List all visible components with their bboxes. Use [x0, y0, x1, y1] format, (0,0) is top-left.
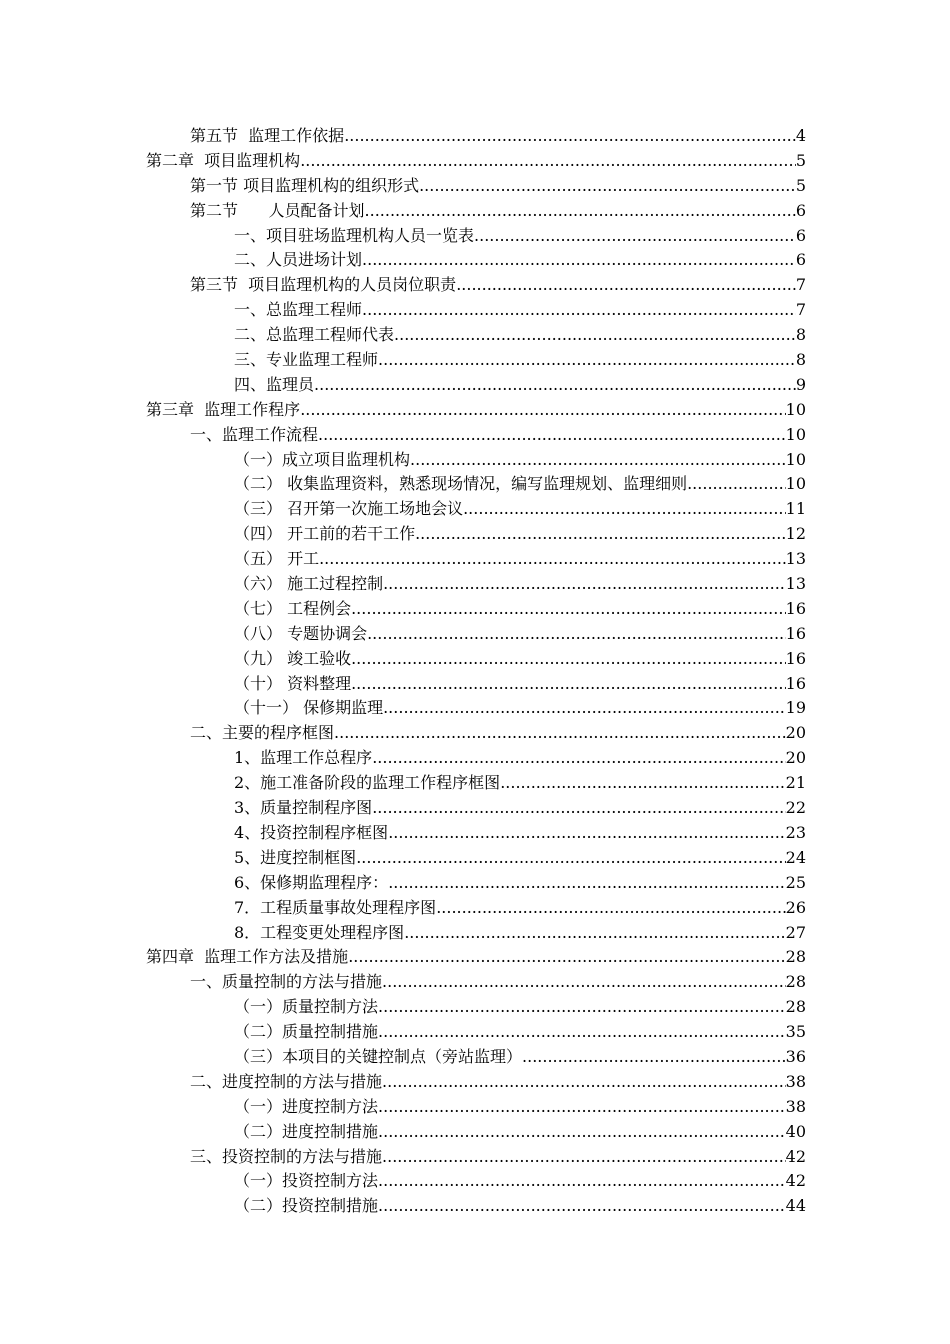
toc-entry-title: 二、人员进场计划	[234, 250, 363, 270]
toc-entry-line	[234, 224, 806, 249]
toc-entry-title: 四、监理员	[234, 374, 315, 394]
toc-entry-line	[234, 448, 806, 473]
toc-entry-title: 第四章 监理工作方法及措施	[146, 947, 349, 967]
toc-page-number: 44	[785, 1196, 806, 1216]
toc-page-number: 23	[785, 822, 806, 842]
toc-entry[interactable]	[0, 672, 950, 697]
toc-entry-title: 一、质量控制的方法与措施	[190, 972, 383, 992]
toc-entry[interactable]	[0, 1045, 950, 1070]
toc-entry[interactable]	[0, 174, 950, 199]
dot-leader	[372, 796, 785, 821]
toc-page-number: 28	[785, 997, 806, 1017]
toc-entry-line	[234, 572, 806, 597]
toc-entry-line	[234, 846, 806, 871]
toc-entry[interactable]	[0, 846, 950, 871]
toc-entry-line	[234, 497, 806, 522]
toc-entry-title: 二、进度控制的方法与措施	[190, 1071, 383, 1091]
dot-leader	[300, 149, 796, 174]
toc-page-number: 13	[785, 549, 806, 569]
toc-page-number: 20	[785, 723, 806, 743]
toc-entry[interactable]	[0, 796, 950, 821]
toc-page-number: 12	[785, 524, 806, 544]
toc-entry-line	[234, 896, 806, 921]
toc-entry[interactable]	[0, 945, 950, 970]
toc-entry-line	[146, 149, 806, 174]
dot-leader	[372, 746, 785, 771]
dot-leader	[383, 696, 786, 721]
table-of-contents	[0, 124, 950, 1219]
toc-entry-line	[234, 298, 806, 323]
toc-entry[interactable]	[0, 472, 950, 497]
toc-entry-line	[234, 1095, 806, 1120]
toc-entry-title: 8．工程变更处理程序图	[234, 922, 405, 942]
toc-page-number: 20	[785, 748, 806, 768]
toc-entry-title: （一）投资控制方法	[234, 1171, 379, 1191]
dot-leader	[463, 497, 786, 522]
toc-entry-line	[234, 1194, 806, 1219]
toc-entry-title: 第五节 监理工作依据	[190, 126, 345, 145]
toc-page-number: 16	[785, 673, 806, 693]
toc-entry[interactable]	[0, 348, 950, 373]
toc-page-number: 19	[785, 698, 806, 718]
dot-leader	[415, 522, 786, 547]
toc-entry-line	[234, 622, 806, 647]
toc-entry[interactable]	[0, 572, 950, 597]
toc-entry-title: （三） 召开第一次施工场地会议	[234, 499, 464, 519]
toc-entry[interactable]	[0, 647, 950, 672]
toc-entry-title: （十） 资料整理	[234, 673, 352, 693]
toc-page-number: 11	[785, 499, 806, 519]
toc-entry-line	[234, 796, 806, 821]
toc-entry-title: 第三节 项目监理机构的人员岗位职责	[190, 275, 457, 295]
toc-entry-line	[190, 199, 806, 224]
dot-leader	[474, 224, 796, 249]
toc-entry[interactable]	[0, 448, 950, 473]
toc-entry-line	[234, 323, 806, 348]
toc-entry-line	[190, 174, 806, 199]
dot-leader	[344, 124, 796, 149]
toc-entry-line	[190, 423, 806, 448]
dot-leader	[378, 995, 786, 1020]
toc-entry-title: 一、项目驻场监理机构人员一览表	[234, 225, 475, 245]
toc-entry[interactable]	[0, 1095, 950, 1120]
dot-leader	[394, 323, 796, 348]
toc-entry[interactable]	[0, 248, 950, 273]
toc-page-number: 38	[785, 1071, 806, 1091]
toc-entry-title: 3、质量控制程序图	[234, 798, 373, 818]
toc-page-number: 8	[795, 350, 806, 370]
toc-page-number: 8	[795, 325, 806, 345]
toc-entry-title: 三、投资控制的方法与措施	[190, 1146, 383, 1166]
dot-leader	[382, 1145, 786, 1170]
toc-entry[interactable]	[0, 771, 950, 796]
dot-leader	[318, 423, 786, 448]
toc-entry[interactable]	[0, 896, 950, 921]
toc-entry-title: 一、总监理工程师	[234, 300, 363, 320]
toc-entry-title: （一）进度控制方法	[234, 1096, 379, 1116]
dot-leader	[378, 1120, 786, 1145]
dot-leader	[436, 896, 785, 921]
dot-leader	[348, 945, 785, 970]
toc-entry[interactable]	[0, 224, 950, 249]
toc-page-number: 10	[785, 424, 806, 444]
toc-page-number: 16	[785, 598, 806, 618]
toc-entry-line	[234, 921, 806, 946]
toc-entry[interactable]	[0, 547, 950, 572]
toc-entry[interactable]	[0, 398, 950, 423]
toc-entry[interactable]	[0, 124, 950, 149]
toc-entry-title: 1、监理工作总程序	[234, 748, 373, 768]
dot-leader	[362, 298, 796, 323]
toc-entry-title: （四） 开工前的若干工作	[234, 524, 416, 544]
toc-page-number: 10	[785, 399, 806, 419]
toc-entry-line	[234, 1169, 806, 1194]
toc-entry-title: 6、保修期监理程序：	[234, 872, 389, 892]
dot-leader	[456, 273, 796, 298]
toc-entry-title: （三）本项目的关键控制点（旁站监理）	[234, 1046, 523, 1066]
toc-entry-title: （二） 收集监理资料，熟悉现场情况，编写监理规划、监理细则	[234, 474, 688, 494]
toc-page-number: 7	[795, 300, 806, 320]
dot-leader	[378, 1194, 786, 1219]
dot-leader	[410, 448, 786, 473]
toc-entry-title: 三、专业监理工程师	[234, 350, 379, 370]
dot-leader	[388, 821, 785, 846]
toc-entry-line	[234, 1120, 806, 1145]
dot-leader	[362, 248, 796, 273]
toc-entry-line	[234, 373, 806, 398]
toc-entry-title: 5、进度控制框图	[234, 847, 357, 867]
toc-entry-title: 第二章 项目监理机构	[146, 150, 301, 170]
toc-page-number: 13	[785, 574, 806, 594]
toc-entry-line	[146, 945, 806, 970]
toc-entry[interactable]	[0, 1120, 950, 1145]
dot-leader	[382, 970, 786, 995]
toc-page-number: 42	[785, 1171, 806, 1191]
toc-entry-title: 第一节 项目监理机构的组织形式	[190, 175, 420, 195]
toc-page-number: 7	[795, 275, 806, 295]
dot-leader	[378, 1020, 786, 1045]
dot-leader	[404, 921, 785, 946]
toc-page-number: 6	[795, 250, 806, 270]
toc-page-number: 38	[785, 1096, 806, 1116]
toc-entry-line	[234, 597, 806, 622]
toc-page-number: 9	[795, 374, 806, 394]
toc-entry-line	[190, 1145, 806, 1170]
dot-leader	[382, 1070, 786, 1095]
toc-entry[interactable]	[0, 1020, 950, 1045]
toc-page-number: 26	[785, 897, 806, 917]
toc-entry-line	[234, 522, 806, 547]
toc-entry-title: 7．工程质量事故处理程序图	[234, 897, 437, 917]
dot-leader	[500, 771, 785, 796]
toc-page-number: 35	[785, 1022, 806, 1042]
toc-page-number: 10	[785, 449, 806, 469]
toc-page-number: 25	[785, 872, 806, 892]
toc-entry-title: （六） 施工过程控制	[234, 574, 384, 594]
toc-entry-line	[234, 995, 806, 1020]
toc-entry-title: （八） 专题协调会	[234, 623, 368, 643]
toc-entry[interactable]	[0, 273, 950, 298]
toc-page-number: 42	[785, 1146, 806, 1166]
toc-entry-line	[190, 721, 806, 746]
toc-entry[interactable]	[0, 373, 950, 398]
toc-entry-line	[234, 696, 806, 721]
toc-entry[interactable]	[0, 1145, 950, 1170]
toc-page-number: 5	[795, 175, 806, 195]
toc-entry-line	[234, 348, 806, 373]
dot-leader	[365, 199, 796, 224]
dot-leader	[419, 174, 796, 199]
dot-leader	[522, 1045, 786, 1070]
dot-leader	[314, 373, 796, 398]
toc-entry-title: 第三章 监理工作程序	[146, 399, 301, 419]
toc-page-number: 5	[795, 150, 806, 170]
toc-page-number: 28	[785, 972, 806, 992]
dot-leader	[319, 547, 786, 572]
toc-entry[interactable]	[0, 721, 950, 746]
toc-entry-title: （一）成立项目监理机构	[234, 449, 411, 469]
toc-entry[interactable]	[0, 597, 950, 622]
toc-entry[interactable]	[0, 522, 950, 547]
toc-page-number: 16	[785, 623, 806, 643]
toc-entry-line	[234, 871, 806, 896]
toc-entry-title: （二）质量控制措施	[234, 1022, 379, 1042]
dot-leader	[378, 348, 796, 373]
toc-page-number: 6	[795, 225, 806, 245]
toc-entry-line	[234, 672, 806, 697]
toc-page-number: 6	[795, 200, 806, 220]
toc-entry-title: （十一） 保修期监理	[234, 698, 384, 718]
toc-entry[interactable]	[0, 1070, 950, 1095]
dot-leader	[351, 597, 786, 622]
dot-leader	[687, 472, 786, 497]
toc-page-number: 28	[785, 947, 806, 967]
toc-entry-title: 4、投资控制程序框图	[234, 822, 389, 842]
toc-entry[interactable]	[0, 423, 950, 448]
toc-entry[interactable]	[0, 821, 950, 846]
toc-entry-title: 一、监理工作流程	[190, 424, 319, 444]
dot-leader	[378, 1095, 786, 1120]
toc-entry-line	[234, 1020, 806, 1045]
toc-entry[interactable]	[0, 995, 950, 1020]
toc-page-number: 22	[785, 798, 806, 818]
toc-entry[interactable]	[0, 871, 950, 896]
dot-leader	[334, 721, 786, 746]
toc-entry-line	[190, 970, 806, 995]
toc-page-number: 16	[785, 648, 806, 668]
toc-entry[interactable]	[0, 497, 950, 522]
toc-entry-line	[234, 547, 806, 572]
dot-leader	[351, 672, 786, 697]
dot-leader	[383, 572, 786, 597]
toc-entry-line	[234, 647, 806, 672]
toc-entry[interactable]	[0, 970, 950, 995]
toc-entry-line	[234, 821, 806, 846]
toc-entry[interactable]	[0, 1194, 950, 1219]
toc-page-number: 27	[785, 922, 806, 942]
toc-entry-line	[190, 1070, 806, 1095]
toc-entry[interactable]	[0, 323, 950, 348]
toc-entry-line	[234, 746, 806, 771]
toc-entry[interactable]	[0, 298, 950, 323]
toc-page-number: 10	[785, 474, 806, 494]
toc-entry[interactable]	[0, 199, 950, 224]
toc-entry[interactable]	[0, 1169, 950, 1194]
toc-entry-title: （二）进度控制措施	[234, 1121, 379, 1141]
toc-page-number: 24	[785, 847, 806, 867]
toc-entry-line	[234, 472, 806, 497]
toc-entry[interactable]	[0, 696, 950, 721]
toc-entry-line	[146, 398, 806, 423]
toc-entry-title: 第二节 人员配备计划	[190, 200, 365, 220]
toc-page-number: 21	[785, 773, 806, 793]
toc-entry[interactable]	[0, 622, 950, 647]
toc-page-number: 4	[795, 126, 806, 145]
toc-entry-title: （五） 开工	[234, 549, 320, 569]
dot-leader	[351, 647, 786, 672]
dot-leader	[300, 398, 785, 423]
toc-entry-title: （九） 竣工验收	[234, 648, 352, 668]
toc-page-number: 40	[785, 1121, 806, 1141]
dot-leader	[356, 846, 785, 871]
toc-entry-title: （一）质量控制方法	[234, 997, 379, 1017]
toc-entry[interactable]	[0, 921, 950, 946]
toc-entry-line	[234, 1045, 806, 1070]
dot-leader	[388, 871, 785, 896]
toc-entry[interactable]	[0, 746, 950, 771]
toc-entry-title: （七） 工程例会	[234, 598, 352, 618]
dot-leader	[378, 1169, 786, 1194]
toc-entry-line	[234, 248, 806, 273]
toc-entry-line	[190, 273, 806, 298]
toc-entry-title: （二）投资控制措施	[234, 1196, 379, 1216]
toc-entry-title: 二、主要的程序框图	[190, 723, 335, 743]
toc-entry-line	[234, 771, 806, 796]
toc-entry-line	[190, 124, 806, 149]
toc-entry[interactable]	[0, 149, 950, 174]
toc-page-number: 36	[785, 1046, 806, 1066]
dot-leader	[367, 622, 786, 647]
toc-entry-title: 2、施工准备阶段的监理工作程序框图	[234, 773, 501, 793]
toc-entry-title: 二、总监理工程师代表	[234, 325, 395, 345]
